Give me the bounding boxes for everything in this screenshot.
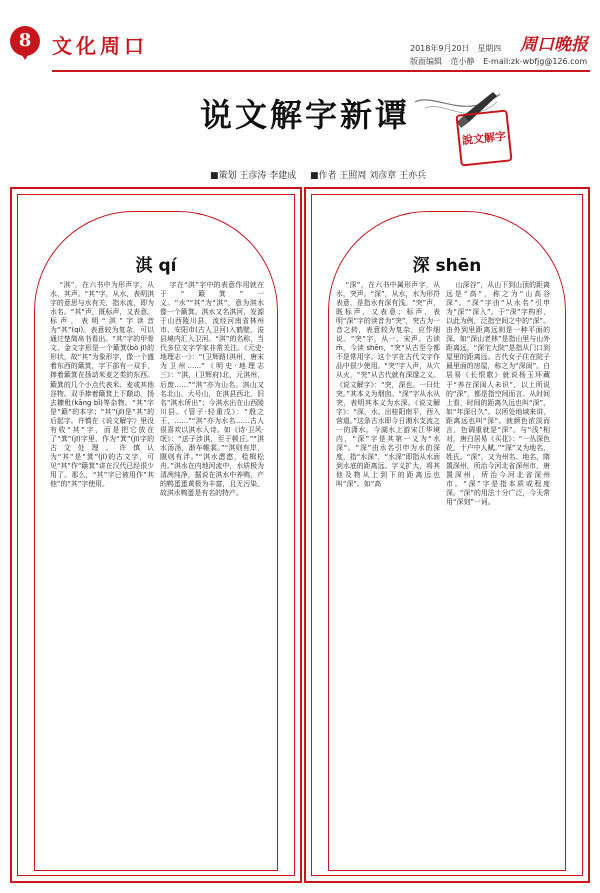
planners: 王彦涛 李建成 [239, 171, 297, 181]
author-label: ■作者 [310, 171, 337, 181]
header-divider [52, 70, 590, 72]
article-heading: 淇 qí [135, 256, 177, 276]
editor-name: 范小静 [450, 57, 475, 66]
editor-info [410, 56, 593, 67]
page-number-badge: 8 [10, 26, 40, 56]
issue-date: 2018年9月20日 [410, 44, 470, 53]
article-heading: 深 shēn [412, 256, 482, 276]
page-title: 说文解字新谭 [200, 96, 411, 134]
editor-label: 版面编辑 [410, 57, 442, 66]
authors: 王照周 刘彦章 王亦兵 [339, 171, 427, 181]
article-column: 字在“淇”字中的表意作用就在于“簸箕”一义。“水”“其”为“淇”，意为淇水像一个簸箕。淇水又名淇河，发源于山西陵川县，流经河南省林州市、安阳市(古人卫河)入鹤壁，浚县境内汇入卫河。“淇”的名称，当代多位文字学家非常关注。《元史·地理志一》：“(卫辉路)淇州，唐宋为卫州……”《明史·地理志三》：“淇，(卫辉府)北，元淇州，后废……”“淇”亦为山名。淇山又名北山、大号山，在淇县西北，旧名“淇水所出”；今淇水出在山西陵川县。《管子·轻重戊》：“殷之王，……”“淇”亦为水名……古人很喜欢以淇水入诗。如《诗·卫风·氓》：“送子涉淇，至于顿丘。”“淇水汤汤，渐车帷裳。”“淇则有岸，隰则有泮。”“淇水滺滺，桧楫松舟。”淇水在内地河流中，水质极为清冽纯净，据说在淇水中养鸭，产的鸭蛋蛋黄极为丰富，且无污染。故淇水鸭蛋是有名的特产。 [160, 281, 264, 498]
editor-email: E-mail:zk-wbfjg@126.com [483, 57, 588, 66]
byline [210, 168, 426, 181]
article-column: “深”，在六书中属形声字，从水，突声。“深”，从水，水为形符表意，是指水有深有浅。“突”声，既标声，又表意；标声，表明“深”字的读音为“突”，突古为一音之转，表意较为复杂，应作细说。“突”字，从一、宋声。古读 m̄，今读 shēn，“突”从古至今都不是常用字。这个字在古代文字作品中很少使用。“突”字入声，从穴从火，“突”从古代就有深邃之义。《说文解字》：“突，深也。一曰灶突。”其本义为烟囱。“深”字从水从突，表明其本义为水深。《说文解字》：“深，水。出桂阳南平，西入营道。”这条古水即今日湘水支流之一的潇水。今湖水上游宋江华境内，“深”字是其第一义为“水深”。“深”由水名引申为水的深度，指“水深”，“水深”即指从水面到水底的距离远。字义扩大，将其他及物从上到下的距离远也叫“深”。如“高 [336, 281, 440, 489]
article-column: “淇”，在六书中为形声字，从水，其声。“其”字，从水，表明淇字的意思与水有关，指水流，即为水名。“其”声，既标声，又表意。标声，表明“淇”字读音为“其”(qí)。表意较为复杂，可以通过楚简帛书看出。“其”字的甲骨文、金文字形是一个簸箕(bò jī)的形状，故“其”为象形字，像一个盛着东西的簸箕，字下部有一双手，捧着簸箕在扬动米麦之类的东西。簸箕的几个小点代表米、麦或其他谷物。双手捧着簸箕上下颠动，扬去糠秕(kāng bǐ)等杂物。“其”字是“簸”的本字；“其”(jī)是“其”的后起字。许慎在《说文解字》里没有收“其”字，而是把它放在了“箕”(jī)字里，作为“箕”(jī)字的古文处理。许慎认为“其”是“箕”(jī)的古文字，可见“其”作“簸箕”讲在汉代已经很少用了。那么，“其”字已被用作“其他”的“其”字使用。 [50, 281, 154, 489]
issue-weekday: 星期四 [477, 44, 502, 53]
header-meta [410, 43, 506, 54]
newspaper-brand: 周口晚报 [520, 35, 588, 55]
article-frame-shen [304, 187, 590, 883]
section-title: 文化周口 [52, 34, 148, 58]
plan-label: ■策划 [210, 171, 237, 181]
seal-stamp: 說文解字 [455, 109, 512, 166]
article-frame-qi [10, 187, 302, 883]
article-column: 山深谷”，从山下到山顶的距离远是“高”，称之为“山高谷深”。“深”字由“从水名”引申为“深”“深入”。于“深”字构形，以此为例，泛指空间之中的“深”。由外到里距离远则是一种平面的深。如“深山老林”是指山里与山外距离远，“深宅大院”是指从门口到屋里的距离远。古代女子住在院子最里面的房屋，称之为“深闺”。白居易《长恨歌》就说杨玉环藏于“养在深闺人未识”，以上所说的“深”，都是指空间而言。从时间上看，时间的距离久远也叫“深”，如“年深日久”。以所处地域来讲，距离远也叫“深”。就颜色浓淡而言，色调重就是“深”。与“浅”相对，唐白居易《买花》：“一丛深色花，十户中人赋。”“深”又为地名、姓氏。“深”，又为州名、地名，隋置深州，所治今河北省深州市，唐置深州，所治今河北省深州市。“深”字是指本质或程度深。“深”的用法十分广泛，今天常用“深刻”一词。 [446, 281, 550, 507]
